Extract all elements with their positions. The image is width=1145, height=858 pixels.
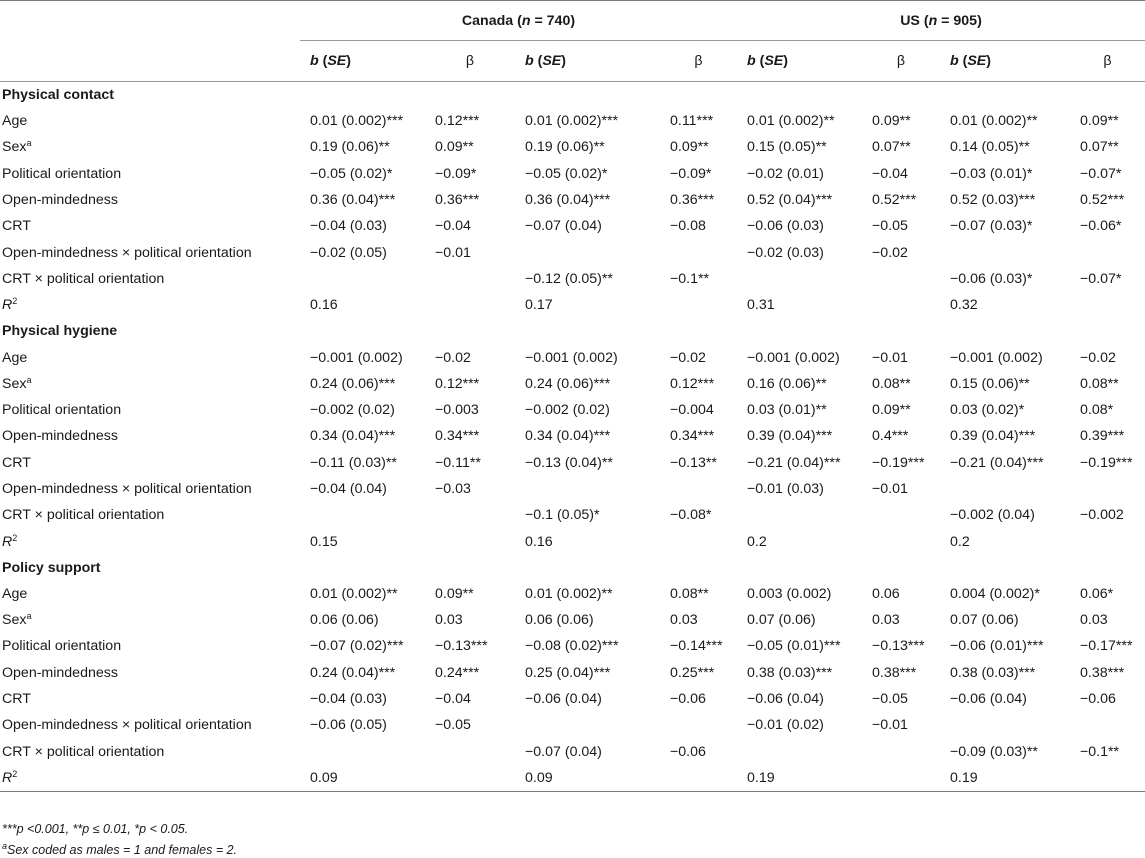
- b-se-value: [940, 712, 1070, 738]
- beta-value: 0.52***: [872, 192, 917, 209]
- beta-value: [660, 292, 737, 318]
- variable-label: $R^2$: [2, 532, 18, 550]
- beta-value: [862, 266, 940, 292]
- beta-value: [1070, 476, 1145, 502]
- b-se-value: −0.04 (0.03): [310, 218, 387, 235]
- table-row: [0, 450, 1145, 476]
- beta-value: 0.34***: [435, 428, 480, 445]
- table-row: [0, 686, 1145, 712]
- b-se-value: 0.31: [747, 297, 775, 314]
- table-row: [0, 292, 1145, 318]
- variable-label: Political orientation: [2, 402, 122, 419]
- beta-value: 0.11***: [670, 113, 714, 130]
- beta-value: −0.02: [1080, 349, 1116, 366]
- beta-value: −0.06: [670, 743, 706, 760]
- col-b-se-4: b (SE): [940, 41, 1070, 82]
- beta-value: −0.01: [872, 349, 908, 366]
- beta-value: 0.03: [435, 612, 463, 629]
- variable-label: CRT: [2, 454, 31, 471]
- b-se-value: 0.01 (0.002)***: [525, 113, 619, 130]
- beta-value: 0.34***: [670, 428, 715, 445]
- variable-label: Political orientation: [2, 638, 122, 655]
- b-se-value: 0.003 (0.002): [747, 585, 832, 602]
- beta-value: 0.09**: [872, 113, 911, 130]
- beta-value: [1070, 712, 1145, 738]
- beta-value: 0.08**: [1080, 375, 1119, 392]
- beta-value: [660, 239, 737, 265]
- b-se-value: 0.01 (0.002)**: [950, 113, 1038, 130]
- beta-value: 0.07**: [872, 139, 911, 156]
- section-title: Policy support: [2, 559, 101, 576]
- b-se-value: 0.19 (0.06)**: [310, 139, 390, 156]
- b-se-value: 0.38 (0.03)***: [747, 664, 833, 681]
- variable-label: CRT × political orientation: [2, 270, 165, 287]
- beta-value: −0.02: [872, 244, 908, 261]
- b-se-value: 0.25 (0.04)***: [525, 664, 611, 681]
- beta-value: 0.12***: [435, 375, 480, 392]
- variable-label: Open-mindedness: [2, 664, 118, 681]
- variable-label: $R^2$: [2, 296, 18, 314]
- b-se-value: 0.36 (0.04)***: [525, 192, 611, 209]
- beta-value: [425, 266, 515, 292]
- table-row: [0, 502, 1145, 528]
- b-se-value: 0.06 (0.06): [310, 612, 379, 629]
- b-se-value: 0.06 (0.06): [525, 612, 594, 629]
- b-se-value: [515, 239, 660, 265]
- beta-value: 0.08**: [872, 375, 911, 392]
- table-row: [0, 108, 1145, 134]
- b-se-value: −0.09 (0.03)**: [950, 743, 1038, 760]
- b-se-value: 0.34 (0.04)***: [525, 428, 611, 445]
- beta-value: 0.09**: [435, 585, 474, 602]
- b-se-value: −0.04 (0.04): [310, 481, 387, 497]
- beta-value: 0.06*: [1080, 585, 1114, 602]
- beta-value: 0.38***: [1080, 664, 1125, 681]
- b-se-value: 0.17: [525, 297, 553, 314]
- beta-value: −0.07*: [1080, 165, 1122, 182]
- b-se-value: −0.001 (0.002): [310, 349, 403, 366]
- beta-value: −0.004: [670, 402, 714, 419]
- b-se-value: −0.02 (0.01): [747, 165, 824, 182]
- b-se-value: −0.06 (0.03): [747, 218, 824, 235]
- table-row: [0, 765, 1145, 792]
- b-se-value: −0.06 (0.04): [525, 691, 602, 708]
- variable-label: Age: [2, 585, 28, 602]
- variable-label: Open-mindedness × political orientation: [2, 717, 252, 734]
- variable-label: Sex$^a$: [2, 138, 32, 156]
- b-se-value: −0.07 (0.03)*: [950, 218, 1033, 235]
- beta-value: [862, 739, 940, 765]
- footnote-sex-coding: $^a$Sex coded as males = 1 and females = 2.: [2, 841, 238, 857]
- b-se-value: −0.04 (0.03): [310, 691, 387, 708]
- table-row: [0, 266, 1145, 292]
- beta-value: −0.06*: [1080, 218, 1122, 235]
- b-se-value: 0.15 (0.06)**: [950, 375, 1030, 392]
- beta-value: −0.13**: [670, 454, 717, 471]
- b-se-value: 0.52 (0.04)***: [747, 192, 833, 209]
- variable-label: CRT × political orientation: [2, 507, 165, 524]
- b-se-value: −0.01 (0.02): [747, 717, 824, 734]
- b-se-value: −0.08 (0.02)***: [525, 638, 619, 655]
- b-se-value: −0.06 (0.04): [747, 691, 824, 708]
- beta-value: −0.08: [670, 218, 706, 235]
- beta-value: 0.25***: [670, 664, 715, 681]
- table-row: [0, 187, 1145, 213]
- beta-value: [862, 502, 940, 528]
- b-se-value: 0.15: [310, 533, 338, 550]
- beta-value: [425, 502, 515, 528]
- b-se-value: −0.21 (0.04)***: [747, 454, 841, 471]
- col-b-se-2: b (SE): [515, 41, 660, 82]
- canada-header: Canada (n = 740): [300, 1, 737, 41]
- beta-value: −0.05: [435, 717, 471, 734]
- beta-value: [425, 739, 515, 765]
- beta-value: −0.11**: [435, 454, 481, 471]
- beta-value: −0.06: [1080, 691, 1116, 708]
- b-se-value: −0.01 (0.03): [747, 481, 824, 497]
- b-se-value: −0.05 (0.02)*: [310, 165, 393, 182]
- beta-value: 0.12***: [435, 113, 480, 130]
- beta-value: 0.03: [670, 612, 698, 629]
- b-se-value: −0.002 (0.04): [950, 507, 1035, 524]
- column-header-row: [0, 41, 1145, 82]
- b-se-value: 0.36 (0.04)***: [310, 192, 396, 209]
- b-se-value: −0.06 (0.05): [310, 717, 387, 734]
- section-title: Physical contact: [2, 87, 114, 103]
- variable-label: Sex$^a$: [2, 374, 32, 392]
- b-se-value: [737, 266, 862, 292]
- beta-value: −0.09*: [435, 165, 477, 182]
- variable-label: Sex$^a$: [2, 611, 32, 629]
- beta-value: 0.03: [1080, 612, 1108, 629]
- beta-value: −0.05: [872, 691, 908, 708]
- b-se-value: 0.32: [950, 297, 978, 314]
- b-se-value: [737, 739, 862, 765]
- beta-value: [660, 765, 737, 792]
- b-se-value: 0.2: [950, 533, 970, 550]
- beta-value: −0.1**: [1080, 743, 1120, 760]
- b-se-value: 0.19 (0.06)**: [525, 139, 605, 156]
- beta-value: [862, 528, 940, 554]
- b-se-value: −0.001 (0.002): [950, 349, 1043, 366]
- section-header: [0, 318, 1145, 344]
- b-se-value: [940, 476, 1070, 502]
- table-row: [0, 739, 1145, 765]
- table-row: [0, 344, 1145, 370]
- variable-label: $R^2$: [2, 768, 18, 786]
- beta-value: [862, 765, 940, 792]
- b-se-value: 0.19: [747, 769, 775, 786]
- beta-value: −0.06: [670, 691, 706, 708]
- beta-value: 0.08**: [670, 585, 709, 602]
- col-beta-3: β: [862, 41, 940, 82]
- beta-value: 0.39***: [1080, 428, 1125, 445]
- beta-value: 0.03: [872, 612, 900, 629]
- b-se-value: 0.15 (0.05)**: [747, 139, 827, 156]
- beta-value: 0.09**: [1080, 113, 1119, 130]
- beta-value: −0.02: [670, 349, 706, 366]
- b-se-value: 0.34 (0.04)***: [310, 428, 396, 445]
- beta-value: 0.36***: [435, 192, 480, 209]
- table-row: [0, 660, 1145, 686]
- beta-value: −0.19***: [1080, 454, 1133, 471]
- b-se-value: [737, 502, 862, 528]
- b-se-value: −0.12 (0.05)**: [525, 270, 613, 287]
- beta-value: [1070, 765, 1145, 792]
- table-row: [0, 134, 1145, 160]
- beta-value: 0.09**: [435, 139, 474, 156]
- b-se-value: 0.01 (0.002)***: [310, 113, 404, 130]
- beta-value: [1070, 292, 1145, 318]
- beta-value: [660, 476, 737, 502]
- b-se-value: [300, 502, 425, 528]
- variable-label: Age: [2, 113, 28, 130]
- beta-value: 0.06: [872, 585, 900, 602]
- section-header: [0, 555, 1145, 581]
- beta-value: [660, 712, 737, 738]
- b-se-value: −0.07 (0.04): [525, 218, 602, 235]
- beta-value: −0.13***: [872, 638, 925, 655]
- country-header-row: [0, 1, 1145, 41]
- beta-value: 0.4***: [872, 428, 909, 445]
- table-row: [0, 239, 1145, 265]
- col-beta-2: β: [660, 41, 737, 82]
- beta-value: [1070, 239, 1145, 265]
- beta-value: [1070, 528, 1145, 554]
- beta-value: −0.003: [435, 402, 479, 419]
- b-se-value: −0.002 (0.02): [310, 402, 395, 419]
- b-se-value: −0.06 (0.03)*: [950, 270, 1033, 287]
- variable-label: Political orientation: [2, 165, 122, 182]
- b-se-value: 0.16: [525, 533, 553, 550]
- beta-value: −0.04: [435, 218, 471, 235]
- table-row: [0, 161, 1145, 187]
- b-se-value: −0.002 (0.02): [525, 402, 610, 419]
- b-se-value: 0.2: [747, 533, 767, 550]
- b-se-value: −0.001 (0.002): [525, 349, 618, 366]
- beta-value: −0.08*: [670, 507, 712, 524]
- table-row: [0, 633, 1145, 659]
- section-title: Physical hygiene: [2, 323, 118, 340]
- beta-value: 0.38***: [872, 664, 917, 681]
- b-se-value: 0.03 (0.01)**: [747, 402, 827, 419]
- beta-value: −0.17***: [1080, 638, 1133, 655]
- beta-value: 0.36***: [670, 192, 715, 209]
- b-se-value: −0.02 (0.03): [747, 244, 824, 261]
- beta-value: −0.01: [872, 717, 908, 734]
- b-se-value: −0.05 (0.01)***: [747, 638, 841, 655]
- b-se-value: −0.07 (0.04): [525, 743, 602, 760]
- variable-label: CRT: [2, 218, 31, 235]
- beta-value: 0.07**: [1080, 139, 1119, 156]
- b-se-value: −0.06 (0.04): [950, 691, 1027, 708]
- beta-value: 0.09**: [670, 139, 709, 156]
- b-se-value: 0.09: [310, 769, 338, 786]
- b-se-value: −0.001 (0.002): [747, 349, 840, 366]
- b-se-value: 0.01 (0.002)**: [310, 585, 398, 602]
- beta-value: −0.03: [435, 481, 471, 497]
- beta-value: −0.05: [872, 218, 908, 235]
- beta-value: [862, 292, 940, 318]
- beta-value: −0.1**: [670, 270, 710, 287]
- beta-value: −0.04: [435, 691, 471, 708]
- beta-value: 0.08*: [1080, 402, 1114, 419]
- b-se-value: −0.1 (0.05)*: [525, 507, 600, 524]
- b-se-value: [515, 712, 660, 738]
- table-row: [0, 607, 1145, 633]
- b-se-value: 0.16: [310, 297, 338, 314]
- col-b-se-1: b (SE): [300, 41, 425, 82]
- b-se-value: 0.07 (0.06): [747, 612, 816, 629]
- beta-value: −0.01: [872, 481, 908, 497]
- beta-value: [425, 528, 515, 554]
- beta-value: −0.13***: [435, 638, 488, 655]
- table-row: [0, 476, 1145, 502]
- b-se-value: 0.39 (0.04)***: [747, 428, 833, 445]
- b-se-value: 0.52 (0.03)***: [950, 192, 1036, 209]
- beta-value: −0.02: [435, 349, 471, 366]
- b-se-value: 0.24 (0.04)***: [310, 664, 396, 681]
- variable-label: CRT × political orientation: [2, 743, 165, 760]
- table-row: [0, 371, 1145, 397]
- beta-value: 0.12***: [670, 375, 715, 392]
- b-se-value: 0.03 (0.02)*: [950, 402, 1025, 419]
- b-se-value: 0.004 (0.002)*: [950, 585, 1040, 602]
- variable-label: Open-mindedness: [2, 428, 118, 445]
- b-se-value: 0.09: [525, 769, 553, 786]
- col-beta-1: β: [425, 41, 515, 82]
- beta-value: [425, 292, 515, 318]
- table-row: [0, 712, 1145, 738]
- b-se-value: −0.21 (0.04)***: [950, 454, 1044, 471]
- beta-value: −0.19***: [872, 454, 925, 471]
- b-se-value: −0.06 (0.01)***: [950, 638, 1044, 655]
- b-se-value: 0.24 (0.06)***: [525, 375, 611, 392]
- b-se-value: 0.24 (0.06)***: [310, 375, 396, 392]
- b-se-value: −0.03 (0.01)*: [950, 165, 1033, 182]
- footnote-significance: ***p <0.001, **p ≤ 0.01, *p < 0.05.: [2, 822, 189, 836]
- variable-label: Open-mindedness × political orientation: [2, 481, 252, 497]
- col-b-se-3: b (SE): [737, 41, 862, 82]
- us-header: US (n = 905): [737, 1, 1145, 41]
- b-se-value: [300, 739, 425, 765]
- b-se-value: [940, 239, 1070, 265]
- b-se-value: −0.02 (0.05): [310, 244, 387, 261]
- b-se-value: 0.14 (0.05)**: [950, 139, 1030, 156]
- b-se-value: 0.19: [950, 769, 978, 786]
- table-row: [0, 397, 1145, 423]
- variable-label: Age: [2, 349, 28, 366]
- b-se-value: −0.11 (0.03)**: [310, 454, 397, 471]
- beta-value: −0.14***: [670, 638, 723, 655]
- b-se-value: 0.38 (0.03)***: [950, 664, 1036, 681]
- col-beta-4: β: [1070, 41, 1145, 82]
- b-se-value: 0.07 (0.06): [950, 612, 1019, 629]
- b-se-value: −0.05 (0.02)*: [525, 165, 608, 182]
- table-row: [0, 581, 1145, 607]
- b-se-value: 0.01 (0.002)**: [747, 113, 835, 130]
- section-header: [0, 82, 1145, 109]
- b-se-value: −0.07 (0.02)***: [310, 638, 404, 655]
- beta-value: [425, 765, 515, 792]
- beta-value: 0.52***: [1080, 192, 1125, 209]
- variable-label: Open-mindedness × political orientation: [2, 244, 252, 261]
- table-row: [0, 528, 1145, 554]
- variable-label: CRT: [2, 691, 31, 708]
- beta-value: −0.002: [1080, 507, 1124, 524]
- beta-value: −0.04: [872, 165, 908, 182]
- variable-label: Open-mindedness: [2, 192, 118, 209]
- beta-value: −0.07*: [1080, 270, 1122, 287]
- table-row: [0, 213, 1145, 239]
- beta-value: −0.09*: [670, 165, 712, 182]
- table-row: [0, 423, 1145, 449]
- b-se-value: 0.01 (0.002)**: [525, 585, 613, 602]
- beta-value: 0.24***: [435, 664, 480, 681]
- b-se-value: 0.16 (0.06)**: [747, 375, 827, 392]
- beta-value: 0.09**: [872, 402, 911, 419]
- b-se-value: −0.13 (0.04)**: [525, 454, 613, 471]
- beta-value: [660, 528, 737, 554]
- b-se-value: 0.39 (0.04)***: [950, 428, 1036, 445]
- b-se-value: [515, 476, 660, 502]
- b-se-value: [300, 266, 425, 292]
- beta-value: −0.01: [435, 244, 471, 261]
